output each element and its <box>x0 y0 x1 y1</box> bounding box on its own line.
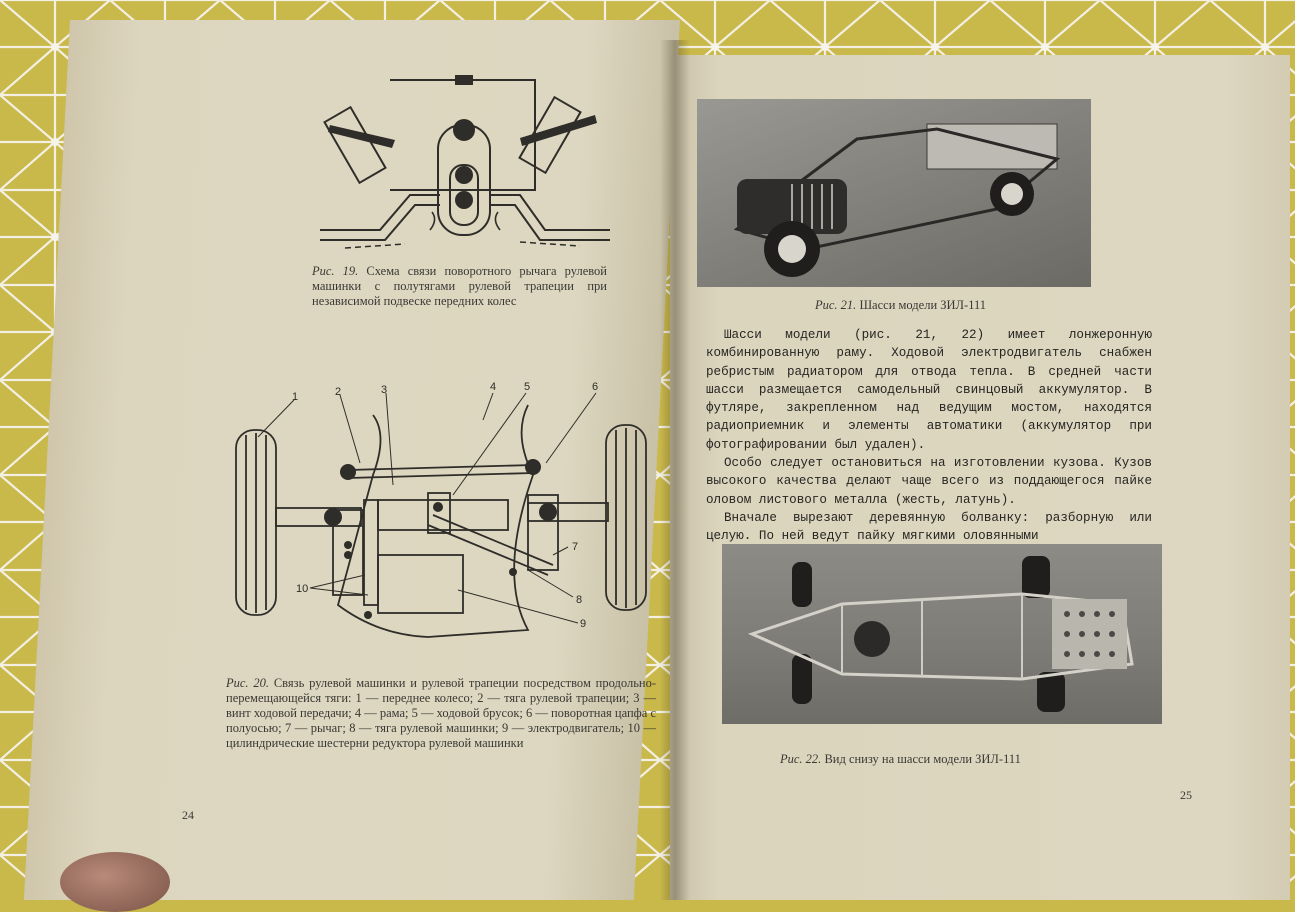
fig20-callout-5: 5 <box>524 381 531 393</box>
fig20-caption-text: Связь рулевой машинки и рулевой трапеции посредством продольно-перемещающейся тяги: 1 — переднее колесо; 2 — тяга рулевой трапеции; 3 — винт ходовой передачи; 4 — рама; 5 — ходовой брусок; 6 — поворотная цапфа с полуосью; 7 — рычаг; 8 — тяга рулевой машинки; 9 — электродвигатель; 10 — цилиндрические шестерни редуктора рулевой машинки <box>226 676 656 750</box>
fig20-callout-10: 10 <box>296 583 309 595</box>
fig22-photo <box>722 544 1162 724</box>
fig20-callout-3: 3 <box>381 384 388 396</box>
fig21-caption-label: Рис. 21. <box>815 298 857 312</box>
paragraph-3: Вначале вырезают деревянную болванку: разборную или целую. По ней ведут пайку мягкими оловянными <box>706 510 1152 544</box>
fig21-chassis-drawing <box>697 99 1091 287</box>
fig19-caption-text: Схема связи поворотного рычага рулевой машинки с полутягами рулевой трапеции при независимой подвеске передних колес <box>312 264 607 308</box>
fig20-callout-1: 1 <box>292 391 299 403</box>
fig22-chassis-drawing <box>722 544 1162 724</box>
paragraph-2: Особо следует остановиться на изготовлении кузова. Кузов высокого качества делают чаще всего из поддающегося пайке оловом листового металла (жесть, латунь). <box>706 456 1152 507</box>
fig20-diagram <box>228 375 658 655</box>
fig21-photo <box>697 99 1091 287</box>
left-page-number: 24 <box>182 808 194 822</box>
body-text <box>706 326 1152 546</box>
fig21-caption <box>815 298 1055 313</box>
fig22-caption-text: Вид снизу на шасси модели ЗИЛ-111 <box>824 752 1021 766</box>
fig22-caption <box>780 752 1140 767</box>
paragraph-1: Шасси модели (рис. 21, 22) имеет лонжеронную комбинированную раму. Ходовой электродвигатель снабжен ребристым радиатором для отвода тепла. В средней части шасси размещается самодельный свинцовый аккумулятор. В футляре, закрепленном над ведущим мостом, находятся радиоприемник и элементы автоматики (аккумулятор при фотографировании был удален). <box>706 328 1152 452</box>
fig20-caption-label: Рис. 20. <box>226 676 270 690</box>
fig20-callout-6: 6 <box>592 381 599 393</box>
fig20-callout-9: 9 <box>580 618 587 630</box>
fig20-callout-8: 8 <box>576 594 583 606</box>
right-page-number: 25 <box>1180 788 1192 802</box>
fig19-caption-label: Рис. 19. <box>312 264 359 278</box>
thumb <box>60 852 170 912</box>
fig22-caption-label: Рис. 22. <box>780 752 822 766</box>
fig20-callout-7: 7 <box>572 541 579 553</box>
fig20-caption <box>226 676 656 751</box>
book-gutter <box>660 40 690 900</box>
fig19-diagram <box>320 70 620 260</box>
fig21-caption-text: Шасси модели ЗИЛ-111 <box>859 298 987 312</box>
fig20-callout-2: 2 <box>335 386 342 398</box>
fig19-caption <box>312 264 607 309</box>
fig20-callout-4: 4 <box>490 381 497 393</box>
